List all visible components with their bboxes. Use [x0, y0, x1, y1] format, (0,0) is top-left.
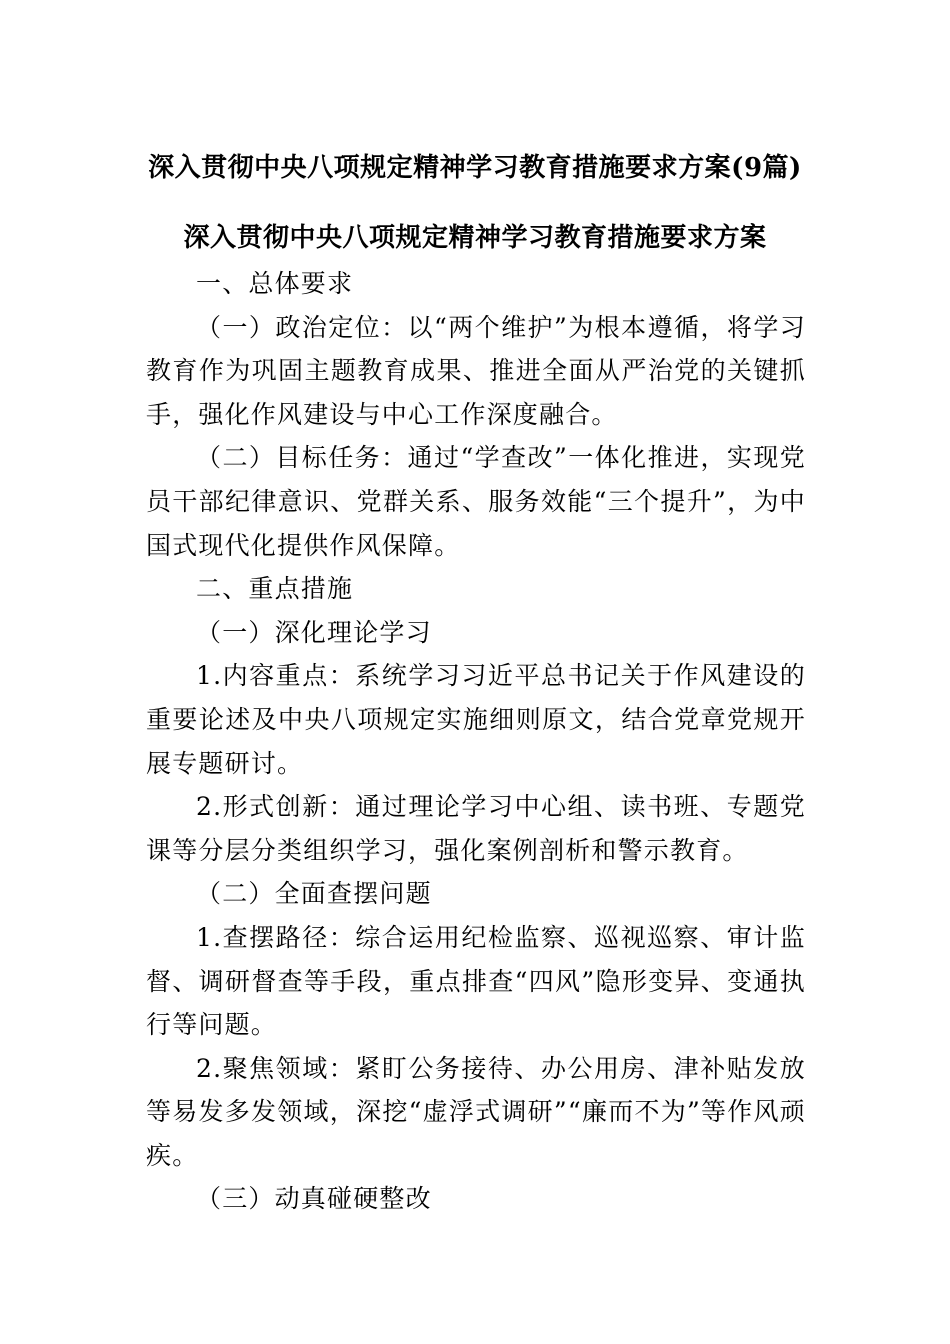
paragraph-investigation-path: 1.查摆路径：综合运用纪检监察、巡视巡察、审计监督、调研督查等手段，重点排查“四风”隐形变异、变通执行等问题。 [146, 922, 806, 1040]
heading-general-requirements: 一、总体要求 [196, 269, 354, 298]
document-body [146, 262, 806, 1221]
subheading-rectification: （三）动真碰硬整改 [196, 1184, 432, 1214]
paragraph-political-positioning: （一）政治定位：以“两个维护”为根本遵循，将学习教育作为巩固主题教育成果、推进全面从严治党的关键抓手，强化作风建设与中心工作深度融合。 [146, 312, 806, 429]
subheading-find-problems: （二）全面查摆问题 [196, 879, 432, 909]
subheading-theory-study: （一）深化理论学习 [196, 617, 432, 647]
section-title: 深入贯彻中央八项规定精神学习教育措施要求方案 [183, 223, 767, 253]
paragraph-focus-areas: 2.聚焦领域：紧盯公务接待、办公用房、津补贴发放等易发多发领域，深挖“虚浮式调研”“廉而不为”等作风顽疾。 [146, 1053, 806, 1170]
paragraph-content-focus: 1.内容重点：系统学习习近平总书记关于作风建设的重要论述及中央八项规定实施细则原文，结合党章党规开展专题研讨。 [146, 661, 806, 778]
document-title: 深入贯彻中央八项规定精神学习教育措施要求方案(9篇) [148, 153, 802, 183]
heading-key-measures: 二、重点措施 [196, 574, 354, 604]
paragraph-form-innovation: 2.形式创新：通过理论学习中心组、读书班、专题党课等分层分类组织学习，强化案例剖析和警示教育。 [146, 792, 806, 865]
paragraph-goals-tasks: （二）目标任务：通过“学查改”一体化推进，实现党员干部纪律意识、党群关系、服务效能“三个提升”，为中国式现代化提供作风保障。 [146, 443, 806, 560]
